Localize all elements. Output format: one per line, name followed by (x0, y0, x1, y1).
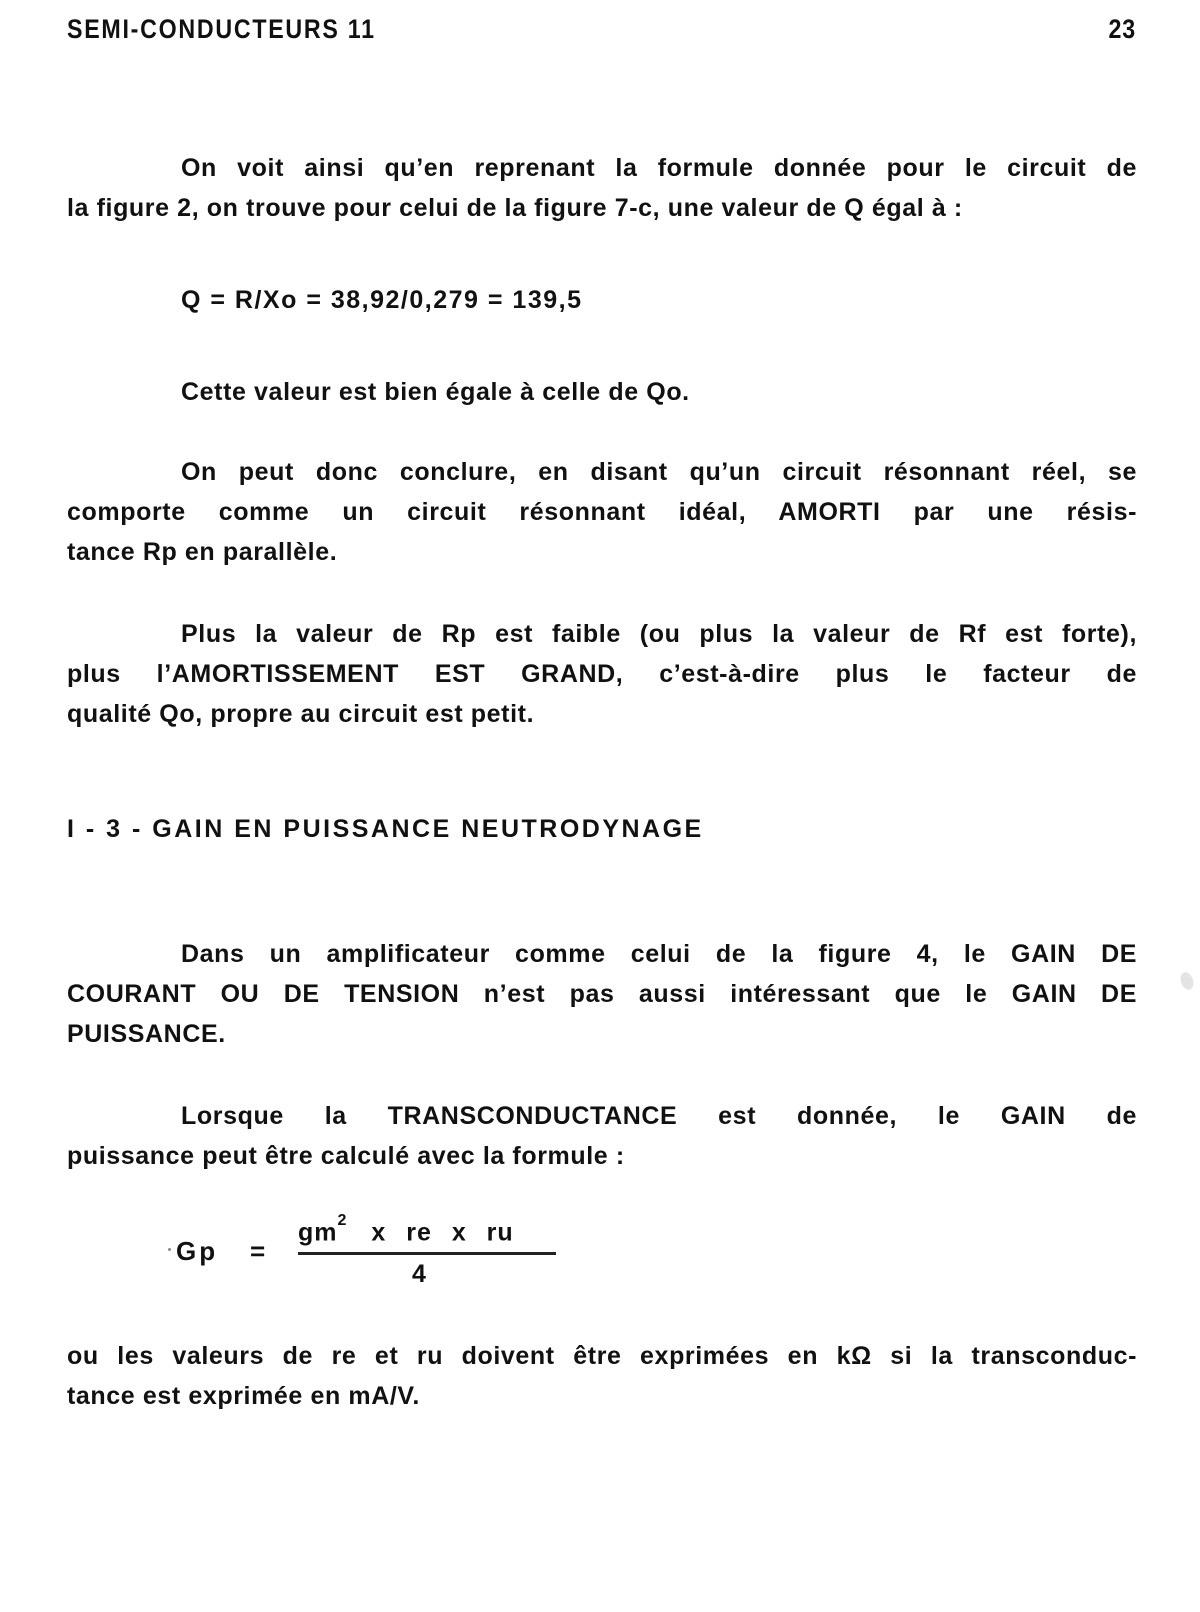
text-line: qualité Qo, propre au circuit est petit. (67, 700, 535, 728)
text-line: comporte comme un circuit résonnant idéal, AMORTI par une résis- (67, 498, 1137, 526)
text-line: COURANT OU DE TENSION n’est pas aussi intéressant que le GAIN DE (67, 980, 1137, 1008)
paragraph-equal-qo (67, 372, 1137, 412)
section-heading: I - 3 - GAIN EN PUISSANCE NEUTRODYNAGE (67, 815, 704, 843)
text-line: tance est exprimée en mA/V. (67, 1382, 420, 1410)
paragraph-units-note (67, 1336, 1137, 1416)
text-line: Cette valeur est bien égale à celle de Qo. (181, 378, 690, 406)
gp-formula (150, 1212, 610, 1302)
text-line: Lorsque la TRANSCONDUCTANCE est donnée, le GAIN de (181, 1102, 1137, 1130)
paragraph-conclusion (67, 452, 1137, 572)
text-line: Plus la valeur de Rp est faible (ou plus la valeur de Rf est forte), (181, 620, 1137, 648)
gp-lhs: Gp (176, 1236, 219, 1266)
text-line: On peut donc conclure, en disant qu’un circuit résonnant réel, se (181, 458, 1137, 486)
paragraph-q-formula-intro (67, 148, 1137, 228)
formula-q: Q = R/Xo = 38,92/0,279 = 139,5 (181, 286, 583, 314)
text-line: la figure 2, on trouve pour celui de la figure 7-c, une valeur de Q égal à : (67, 194, 963, 222)
fraction-bar (298, 1252, 556, 1255)
text-line: plus l’AMORTISSEMENT EST GRAND, c’est-à-dire plus le facteur de (67, 660, 1137, 688)
text-line: ou les valeurs de re et ru doivent être exprimées en kΩ si la transconduc- (67, 1342, 1137, 1370)
speck-mark (168, 1248, 171, 1251)
text-line: On voit ainsi qu’en reprenant la formule donnée pour le circuit de (181, 154, 1137, 182)
text-line: puissance peut être calculé avec la formule : (67, 1142, 625, 1170)
text-line: tance Rp en parallèle. (67, 538, 338, 566)
gp-denominator: 4 (412, 1260, 426, 1288)
gp-numerator-base: gm (298, 1218, 338, 1247)
gp-numerator-exponent: 2 (337, 1212, 348, 1229)
paragraph-damping (67, 614, 1137, 734)
paragraph-power-gain (67, 934, 1137, 1054)
gp-numerator-rest: x re x ru (371, 1218, 514, 1247)
scan-smudge (1178, 970, 1195, 991)
running-header-title: SEMI-CONDUCTEURS 11 (67, 14, 376, 44)
text-line: PUISSANCE. (67, 1020, 226, 1048)
page-number: 23 (1108, 14, 1136, 44)
text-line: Dans un amplificateur comme celui de la figure 4, le GAIN DE (181, 940, 1137, 968)
paragraph-transconductance (67, 1096, 1137, 1176)
gp-numerator (298, 1212, 514, 1247)
gp-equals-sign: = (250, 1236, 266, 1266)
